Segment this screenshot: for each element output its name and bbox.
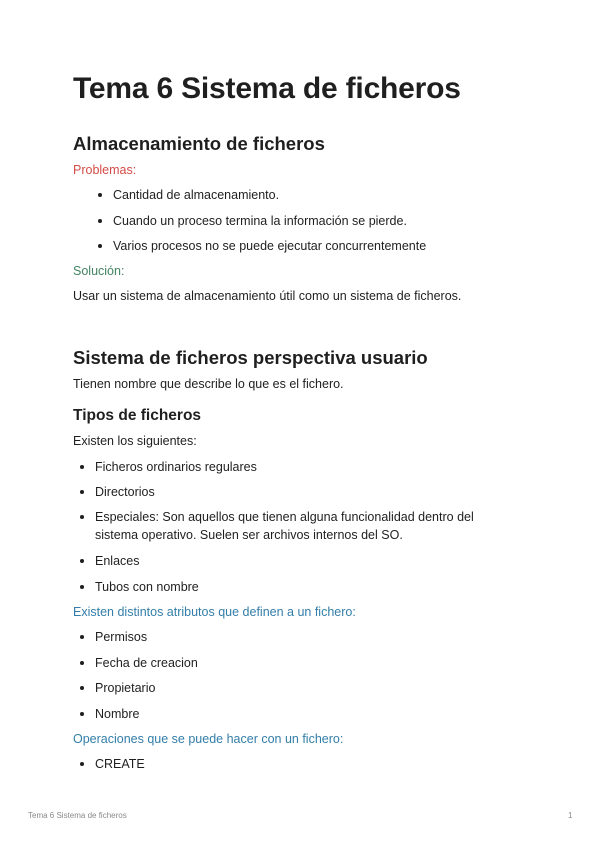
page-title: Tema 6 Sistema de ficheros: [73, 72, 461, 105]
list-item: Tubos con nombre: [95, 580, 199, 594]
list-item: Ficheros ordinarios regulares: [95, 460, 257, 474]
solution-label: Solución:: [73, 264, 125, 278]
list-item: Permisos: [95, 630, 148, 644]
list-item: Especiales: Son aquellos que tienen alguna funcionalidad dentro del sistema operativo. Suelen ser archivos internos del SO.: [95, 508, 495, 544]
problems-label: Problemas:: [73, 163, 137, 177]
list-item: Cantidad de almacenamiento.: [113, 188, 280, 202]
types-intro: Existen los siguientes:: [73, 434, 197, 448]
section-heading-almacenamiento: Almacenamiento de ficheros: [73, 133, 325, 154]
section-heading-perspectiva-usuario: Sistema de ficheros perspectiva usuario: [73, 347, 428, 368]
footer-doc-title: Tema 6 Sistema de ficheros: [28, 811, 127, 820]
list-item: Enlaces: [95, 554, 140, 568]
subheading-tipos-de-ficheros: Tipos de ficheros: [73, 407, 202, 424]
list-item: Cuando un proceso termina la información se pierde.: [113, 214, 407, 228]
list-item: Nombre: [95, 707, 140, 721]
footer-page-number: 1: [568, 811, 573, 820]
solution-text: Usar un sistema de almacenamiento útil como un sistema de ficheros.: [73, 289, 462, 303]
list-item: CREATE: [95, 757, 145, 771]
operations-label: Operaciones que se puede hacer con un fichero:: [73, 732, 344, 746]
list-item: Fecha de creacion: [95, 656, 198, 670]
list-item: Directorios: [95, 485, 155, 499]
attributes-label: Existen distintos atributos que definen a un fichero:: [73, 605, 356, 619]
section-intro: Tienen nombre que describe lo que es el fichero.: [73, 377, 344, 391]
list-item: Varios procesos no se puede ejecutar concurrentemente: [113, 239, 427, 253]
list-item: Propietario: [95, 681, 156, 695]
